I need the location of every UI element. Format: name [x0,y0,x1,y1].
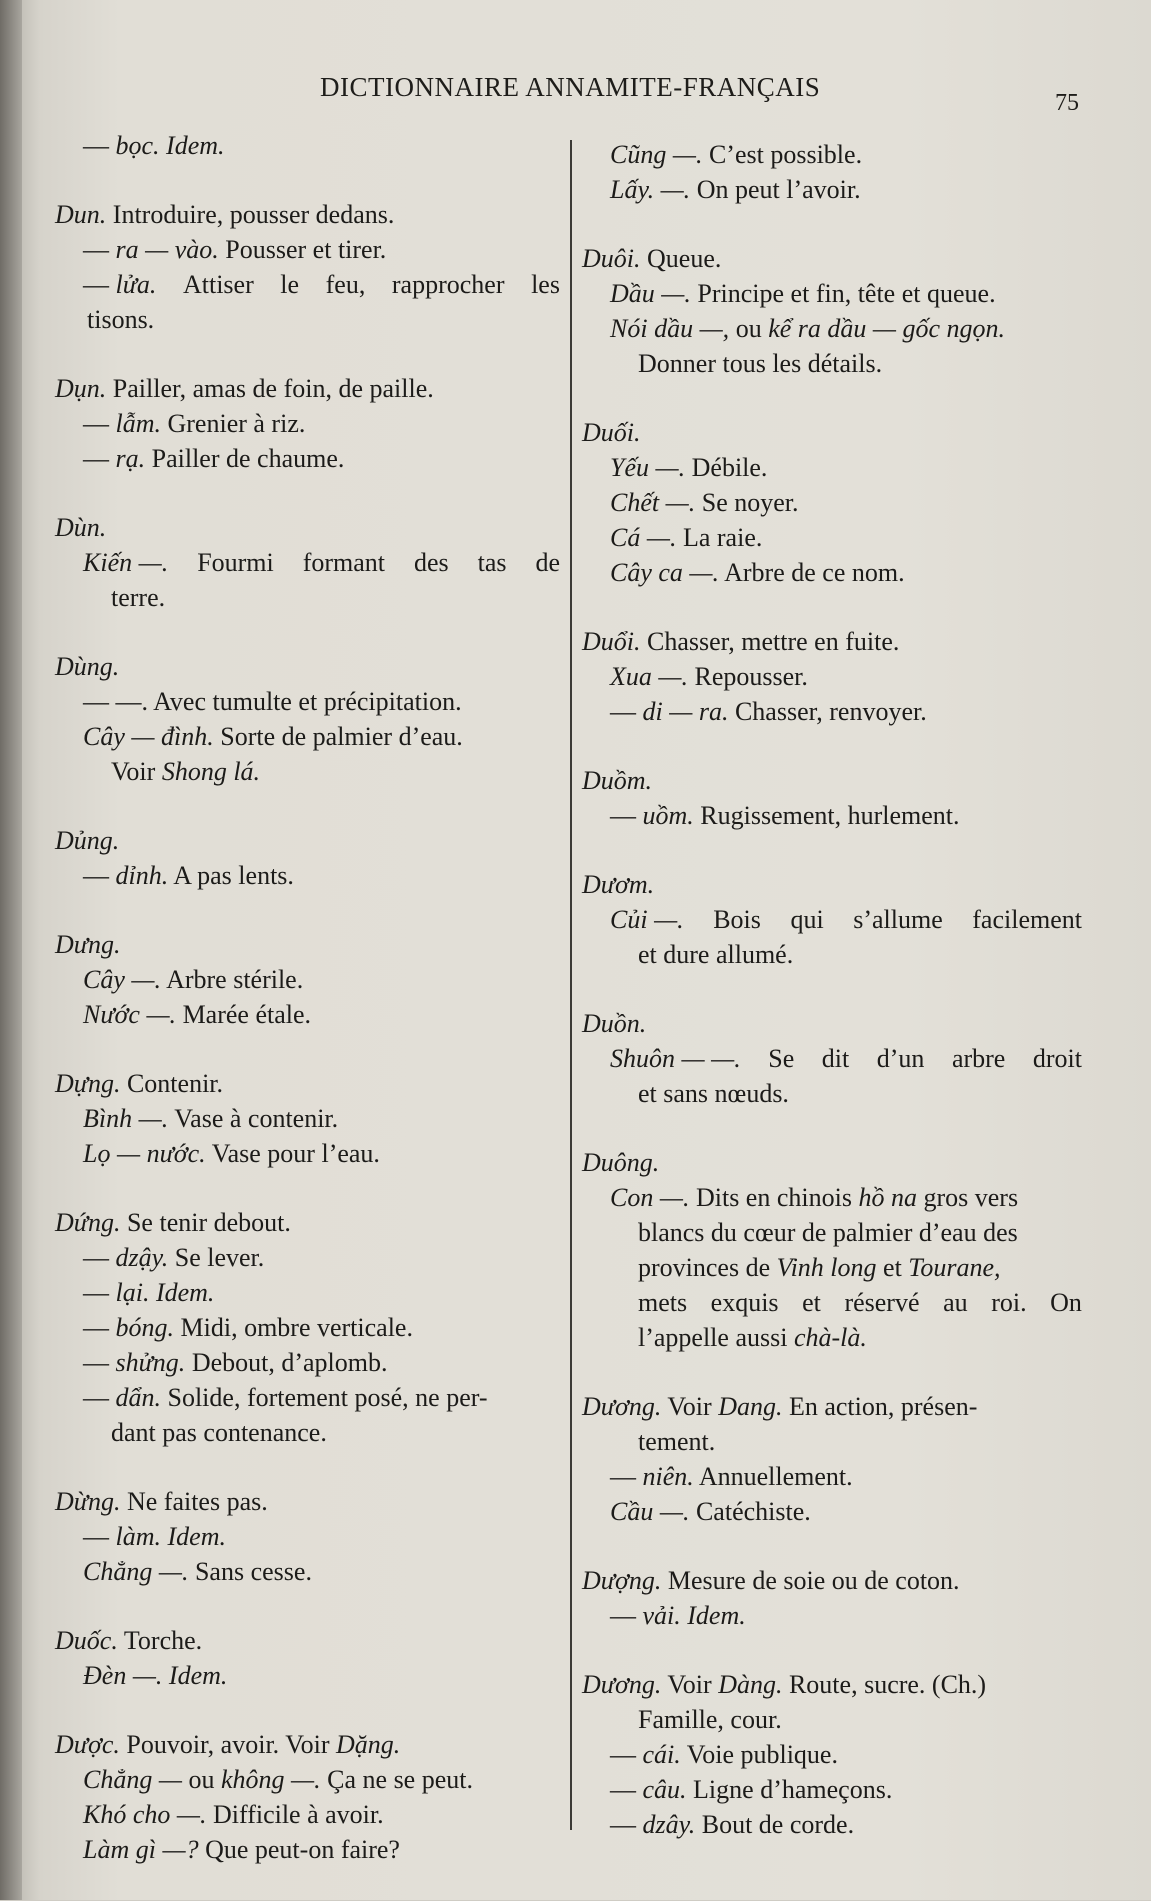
entry-line: Chẳng — ou không —. Ça ne se peut. [83,1765,473,1794]
entry-line: — lại. Idem. [83,1278,215,1307]
entry-line: Nói dầu —, ou kể ra dầu — gốc ngọn. [610,314,1006,343]
entry-continuation: Donner tous les détails. [638,349,883,378]
dictionary-entry [582,241,1082,381]
left-column [55,128,560,1901]
entry-headline: Dương. Voir Dang. En action, présen- [582,1392,978,1421]
entry-continuation: provinces de Vinh long et Tourane, [638,1253,1001,1282]
entry-continuation: blancs du cœur de palmier d’eau des [638,1218,1018,1247]
entry-line: — bóng. Midi, ombre verticale. [83,1313,413,1342]
dictionary-entry [582,867,1082,972]
entry-line: — niên. Annuellement. [610,1462,853,1491]
entry-line: Cây ca —. Arbre de ce nom. [610,558,905,587]
entry-line: Cây —. Arbre stérile. [83,965,304,994]
entry-continuation: dant pas contenance. [111,1418,327,1447]
dictionary-entry [55,927,560,1032]
dictionary-entry [55,371,560,476]
headword: Dượng. [582,1566,662,1595]
entry-line: Cây — đình. Sorte de palmier d’eau. [83,722,463,751]
entry-continuation: Voir Shong lá. [111,757,261,786]
entry-line: Củi —. Bois qui s’allume facilement [610,905,1082,934]
headword: Dựng. [55,1069,121,1098]
entry-line: Xua —. Repousser. [610,662,808,691]
column-divider [570,140,572,1830]
entry-headline: Dương. Voir Dàng. Route, sucre. (Ch.) [582,1670,987,1699]
entry-line: — uồm. Rugissement, hurlement. [610,801,960,830]
entry-headline [582,763,1082,798]
entry-line: Shuôn — —. Se dit d’un arbre droit [610,1044,1082,1073]
headword: Duối. [582,418,641,447]
entry-line: — vải. Idem. [610,1601,746,1630]
entry-headline [582,867,1082,902]
entry-headline: Dựng. Contenir. [55,1069,224,1098]
entry-line: Đèn —. Idem. [83,1661,228,1690]
entry-continuation: l’appelle aussi chà-là. [638,1323,867,1352]
entry-headline [55,649,560,684]
dictionary-entry [582,1563,1082,1633]
entry-line: Cầu —. Catéchiste. [610,1497,811,1526]
headword: Dùn. [55,513,107,542]
entry-line: — di — ra. Chasser, renvoyer. [610,697,927,726]
entry-headline [582,1145,1082,1180]
entry-line: Kiến —. Fourmi formant des tas de [83,548,560,577]
dictionary-entry [55,823,560,893]
headword: Dụn. [55,374,107,403]
entry-line: Con —. Dits en chinois hồ na gros vers [610,1183,1019,1212]
entry-headline [55,927,560,962]
dictionary-entry [55,510,560,615]
headword: Duổi. [582,627,641,656]
right-column [582,137,1082,1876]
headword: Duồn. [582,1009,647,1038]
entry-line: — dẩn. Solide, fortement posé, ne per- [83,1383,488,1412]
dictionary-entry [582,1006,1082,1111]
dictionary-entry [582,624,1082,729]
entry-line: Yếu —. Débile. [610,453,768,482]
dictionary-entry [582,1667,1082,1842]
headword: Dưng. [55,930,121,959]
entry-continuation: tement. [638,1427,716,1456]
entry-line: Chết —. Se noyer. [610,488,799,517]
headword: Duông. [582,1148,660,1177]
headword: Dương. [582,1392,662,1421]
dictionary-entry [582,1145,1082,1355]
entry-line: Khó cho —. Difficile à avoir. [83,1800,384,1829]
entry-headline [582,1006,1082,1041]
headword: Duôi. [582,244,641,273]
headword: Dun. [55,200,107,229]
entry-continuation: mets exquis et réservé au roi. On [638,1288,1082,1317]
entry-line: Lấy. —. On peut l’avoir. [610,175,861,204]
entry-continuation: et dure allumé. [638,940,794,969]
dictionary-entry [582,763,1082,833]
entry-line: — làm. Idem. [83,1522,226,1551]
running-header: DICTIONNAIRE ANNAMITE-FRANÇAIS [320,72,821,102]
entry-line: — bọc. Idem. [83,131,225,160]
entry-continuation: tisons. [87,305,155,334]
entry-headline: Dun. Introduire, pousser dedans. [55,200,395,229]
entry-line: Làm gì —? Que peut-on faire? [83,1835,400,1864]
entry-line: Nước —. Marée étale. [83,1000,312,1029]
entry-headline: Duổi. Chasser, mettre en fuite. [582,627,900,656]
entry-line: — —. Avec tumulte et précipitation. [83,687,462,716]
dictionary-entry [55,1727,560,1867]
dictionary-entry [582,1389,1082,1529]
entry-line: Cá —. La raie. [610,523,763,552]
headword: Dược. [55,1730,120,1759]
entry-line: — lửa. Attiser le feu, rapprocher les [83,270,560,299]
entry-headline [55,510,560,545]
entry-headline: Dụn. Pailler, amas de foin, de paille. [55,374,434,403]
dictionary-entry [55,1066,560,1171]
entry-line: Bình —. Vase à contenir. [83,1104,339,1133]
entry-headline: Duôi. Queue. [582,244,722,273]
entry-headline: Duốc. Torche. [55,1626,203,1655]
entry-line: — rạ. Pailler de chaume. [83,444,345,473]
headword: Duốc. [55,1626,118,1655]
dictionary-entry [55,128,560,163]
dictionary-entry [55,1623,560,1693]
headword: Duồm. [582,766,653,795]
entry-headline: Dược. Pouvoir, avoir. Voir Dặng. [55,1730,401,1759]
entry-line: — dỉnh. A pas lents. [83,861,294,890]
headword: Dương. [582,1670,662,1699]
dictionary-entry [55,197,560,337]
headword: Dứng. [55,1208,121,1237]
dictionary-entry [582,415,1082,590]
entry-line: Lọ — nước. Vase pour l’eau. [83,1139,380,1168]
dictionary-entry [55,1484,560,1589]
entry-line: — shửng. Debout, d’aplomb. [83,1348,388,1377]
entry-line: — ra — vào. Pousser et tirer. [83,235,387,264]
entry-continuation: terre. [111,583,166,612]
entry-line: Chẳng —. Sans cesse. [83,1557,312,1586]
entry-headline: Dượng. Mesure de soie ou de coton. [582,1566,960,1595]
dictionary-entry [582,137,1082,207]
dictionary-entry [55,649,560,789]
entry-line: — lẫm. Grenier à riz. [83,409,306,438]
entry-line: — dzây. Bout de corde. [610,1810,855,1839]
entry-line: Cũng —. C’est possible. [610,140,863,169]
page-number: 75 [1055,90,1079,116]
entry-line: — câu. Ligne d’hameçons. [610,1775,893,1804]
entry-headline [55,823,560,858]
headword: Dủng. [55,826,120,855]
headword: Dươm. [582,870,655,899]
entry-headline: Dừng. Ne faites pas. [55,1487,268,1516]
entry-line: — cái. Voie publique. [610,1740,838,1769]
entry-line: — dzậy. Se lever. [83,1243,265,1272]
entry-continuation: et sans nœuds. [638,1079,789,1108]
headword: Dừng. [55,1487,121,1516]
entry-headline: Dứng. Se tenir debout. [55,1208,291,1237]
entry-continuation: Famille, cour. [638,1705,782,1734]
entry-line: Dầu —. Principe et fin, tête et queue. [610,279,996,308]
book-gutter [0,0,22,1900]
headword: Dùng. [55,652,120,681]
dictionary-entry [55,1205,560,1450]
entry-headline [582,415,1082,450]
